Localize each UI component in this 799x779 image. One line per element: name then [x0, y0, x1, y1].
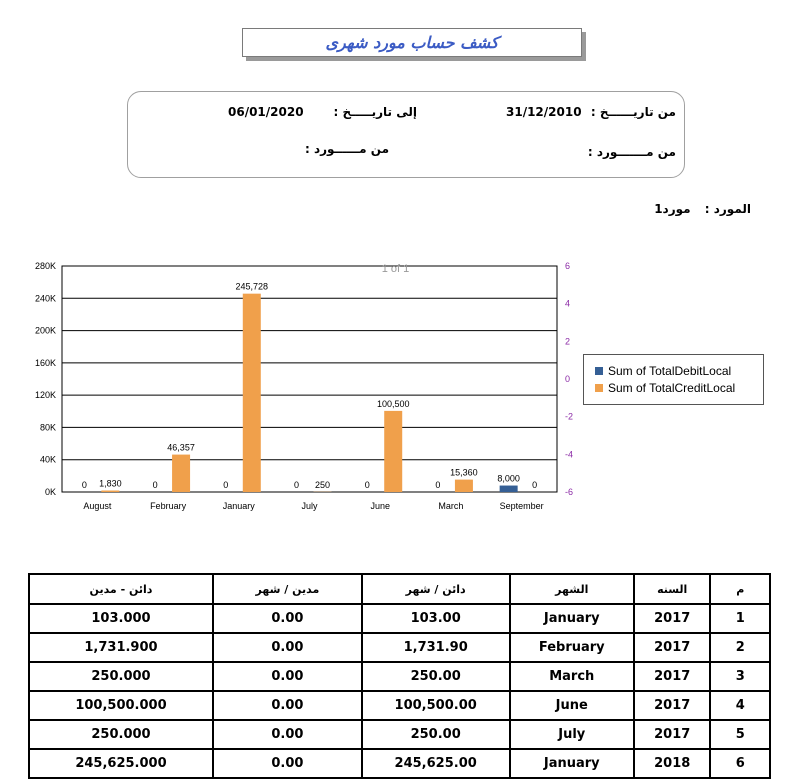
x-tick-label: February	[150, 501, 187, 511]
y2-tick-label: -6	[565, 487, 573, 497]
data-label: 0	[532, 480, 537, 490]
data-label: 100,500	[377, 399, 410, 409]
legend-label-debit: Sum of TotalDebitLocal	[608, 364, 731, 378]
y2-tick-label: -4	[565, 449, 573, 459]
report-title: كشف حساب مورد شهرى	[242, 28, 582, 57]
header-cell: الشهر	[510, 574, 634, 604]
table-cell: 250.000	[29, 662, 213, 691]
data-label: 0	[365, 480, 370, 490]
y-tick-label: 0K	[45, 487, 56, 497]
header-cell: م	[710, 574, 770, 604]
bar-credit	[384, 411, 402, 492]
supplier-line	[654, 202, 751, 216]
table-cell: March	[510, 662, 634, 691]
table-cell: January	[510, 604, 634, 633]
y-tick-label: 40K	[40, 455, 56, 465]
data-label: 46,357	[167, 443, 195, 453]
header-cell: مدين / شهر	[213, 574, 362, 604]
plot-area	[62, 266, 557, 492]
y-tick-label: 280K	[35, 261, 56, 271]
from-date-value: 31/12/2010	[506, 105, 582, 119]
legend-item-debit	[595, 364, 731, 378]
y2-tick-label: -2	[565, 412, 573, 422]
data-label: 0	[82, 480, 87, 490]
y2-tick-label: 2	[565, 336, 570, 346]
data-label: 15,360	[450, 468, 478, 478]
table-header-row	[29, 574, 770, 604]
y-tick-label: 160K	[35, 358, 56, 368]
table-cell: 2017	[634, 691, 711, 720]
from-supplier-label: من مـــــــورد :	[588, 145, 676, 159]
data-label: 250	[315, 480, 330, 490]
table-cell: 1,731.90	[362, 633, 510, 662]
filter-box	[127, 91, 685, 178]
table-cell: 0.00	[213, 691, 362, 720]
x-tick-label: March	[438, 501, 463, 511]
table-row	[29, 720, 770, 749]
table-cell: 6	[710, 749, 770, 778]
x-tick-label: August	[83, 501, 112, 511]
to-supplier-label: من مــــــورد :	[305, 142, 389, 156]
bar-credit	[101, 491, 119, 492]
table-cell: 2	[710, 633, 770, 662]
table-cell: 100,500.00	[362, 691, 510, 720]
y2-tick-label: 6	[565, 261, 570, 271]
table-cell: 0.00	[213, 662, 362, 691]
bar-credit	[455, 480, 473, 492]
bar-debit	[500, 486, 518, 492]
table-cell: 250.00	[362, 662, 510, 691]
supplier-label: المورد :	[705, 202, 751, 216]
table-cell: 0.00	[213, 604, 362, 633]
table-cell: 103.00	[362, 604, 510, 633]
bar-chart	[0, 250, 600, 520]
header-cell: دائن / شهر	[362, 574, 510, 604]
y-tick-label: 240K	[35, 293, 56, 303]
header-cell: السنه	[634, 574, 711, 604]
table-cell: July	[510, 720, 634, 749]
data-label: 0	[435, 480, 440, 490]
table-cell: 2017	[634, 604, 711, 633]
data-label: 0	[223, 480, 228, 490]
table-cell: 100,500.000	[29, 691, 213, 720]
header-cell: دائن - مدين	[29, 574, 213, 604]
x-tick-label: June	[370, 501, 390, 511]
table-cell: 103.000	[29, 604, 213, 633]
table-cell: 2017	[634, 662, 711, 691]
legend-swatch-debit	[595, 367, 603, 375]
table-cell: 250.000	[29, 720, 213, 749]
y-tick-label: 120K	[35, 390, 56, 400]
to-date-value: 06/01/2020	[228, 105, 304, 119]
table-cell: February	[510, 633, 634, 662]
y-tick-label: 200K	[35, 326, 56, 336]
table-row	[29, 604, 770, 633]
x-tick-label: January	[223, 501, 256, 511]
table-cell: 250.00	[362, 720, 510, 749]
table-cell: June	[510, 691, 634, 720]
table-cell: 0.00	[213, 633, 362, 662]
legend-swatch-credit	[595, 384, 603, 392]
y2-tick-label: 0	[565, 374, 570, 384]
x-tick-label: September	[500, 501, 544, 511]
table-cell: 1,731.900	[29, 633, 213, 662]
table-cell: January	[510, 749, 634, 778]
table-row	[29, 662, 770, 691]
page-indicator: 1 of 1	[382, 263, 410, 275]
table-row	[29, 691, 770, 720]
to-date-label: إلى تاريـــــخ :	[334, 105, 418, 119]
table-cell: 3	[710, 662, 770, 691]
table-cell: 2018	[634, 749, 711, 778]
report-table	[28, 573, 771, 779]
table-cell: 0.00	[213, 720, 362, 749]
legend-item-credit	[595, 381, 735, 395]
table-cell: 245,625.00	[362, 749, 510, 778]
legend-label-credit: Sum of TotalCreditLocal	[608, 381, 735, 395]
table-cell: 2017	[634, 720, 711, 749]
y-tick-label: 80K	[40, 422, 56, 432]
supplier-value: مورد1	[654, 202, 690, 216]
data-label: 0	[153, 480, 158, 490]
table-cell: 0.00	[213, 749, 362, 778]
data-label: 245,728	[236, 282, 269, 292]
bar-credit	[172, 455, 190, 492]
data-label: 8,000	[497, 474, 520, 484]
from-date-label: من تاريــــــخ :	[591, 105, 676, 119]
table-cell: 5	[710, 720, 770, 749]
x-tick-label: July	[301, 501, 318, 511]
table-cell: 4	[710, 691, 770, 720]
data-label: 0	[294, 480, 299, 490]
table-row	[29, 749, 770, 778]
table-cell: 245,625.000	[29, 749, 213, 778]
data-label: 1,830	[99, 479, 122, 489]
table-cell: 1	[710, 604, 770, 633]
chart-legend	[583, 354, 764, 405]
table-row	[29, 633, 770, 662]
table-cell: 2017	[634, 633, 711, 662]
y2-tick-label: 4	[565, 299, 570, 309]
bar-credit	[243, 294, 261, 492]
